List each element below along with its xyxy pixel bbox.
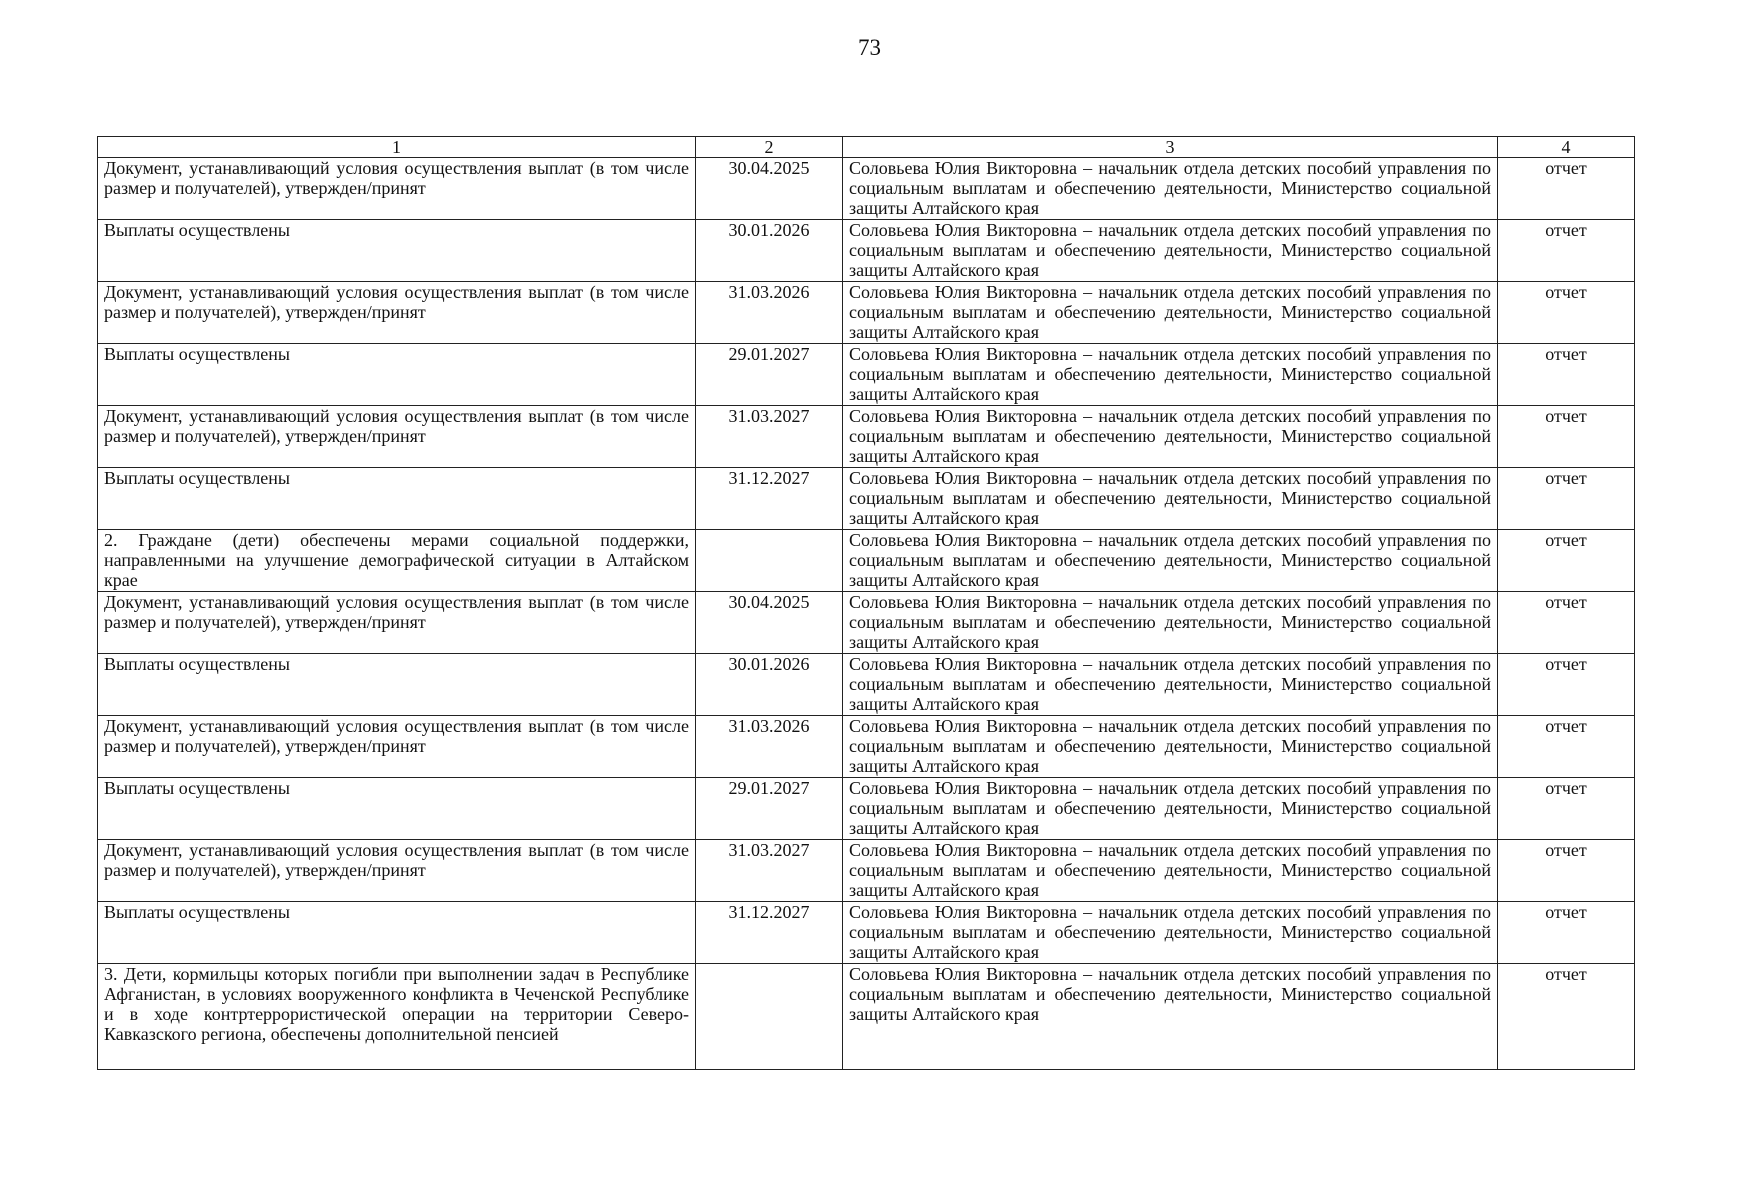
control-points-table <box>97 136 1635 1070</box>
table-row <box>98 406 1635 468</box>
table-row <box>98 468 1635 530</box>
table-row <box>98 840 1635 902</box>
table-row <box>98 158 1635 220</box>
deadline-cell <box>696 964 843 1070</box>
event-name-cell: Документ, устанавливающий условия осуществления выплат (в том числе размер и получателей), утвержден/принят <box>98 158 696 220</box>
table-row <box>98 902 1635 964</box>
deadline-cell: 31.03.2026 <box>696 716 843 778</box>
deadline-cell: 29.01.2027 <box>696 344 843 406</box>
document-type-cell: отчет <box>1498 468 1635 530</box>
table-row <box>98 282 1635 344</box>
document-type-cell: отчет <box>1498 778 1635 840</box>
document-type-cell: отчет <box>1498 654 1635 716</box>
responsible-cell: Соловьева Юлия Викторовна – начальник отдела детских пособий управления по социальным выплатам и обеспечению деятельности, Министерство социальной защиты Алтайского края <box>843 282 1498 344</box>
event-name-cell: 3. Дети, кормильцы которых погибли при выполнении задач в Республике Афганистан, в условиях вооруженного конфликта в Чеченской Республике и в ходе контртеррористической операции на территории Северо-Кавказского региона, обеспечены дополнительной пенсией <box>98 964 696 1070</box>
deadline-cell: 31.12.2027 <box>696 468 843 530</box>
responsible-cell: Соловьева Юлия Викторовна – начальник отдела детских пособий управления по социальным выплатам и обеспечению деятельности, Министерство социальной защиты Алтайского края <box>843 406 1498 468</box>
deadline-cell: 31.03.2026 <box>696 282 843 344</box>
event-name-cell: Выплаты осуществлены <box>98 902 696 964</box>
event-name-cell: Документ, устанавливающий условия осуществления выплат (в том числе размер и получателей), утвержден/принят <box>98 716 696 778</box>
column-header: 1 <box>98 137 696 158</box>
responsible-cell: Соловьева Юлия Викторовна – начальник отдела детских пособий управления по социальным выплатам и обеспечению деятельности, Министерство социальной защиты Алтайского края <box>843 468 1498 530</box>
responsible-cell: Соловьева Юлия Викторовна – начальник отдела детских пособий управления по социальным выплатам и обеспечению деятельности, Министерство социальной защиты Алтайского края <box>843 716 1498 778</box>
document-type-cell: отчет <box>1498 902 1635 964</box>
responsible-cell: Соловьева Юлия Викторовна – начальник отдела детских пособий управления по социальным выплатам и обеспечению деятельности, Министерство социальной защиты Алтайского края <box>843 592 1498 654</box>
responsible-cell: Соловьева Юлия Викторовна – начальник отдела детских пособий управления по социальным выплатам и обеспечению деятельности, Министерство социальной защиты Алтайского края <box>843 220 1498 282</box>
table-row <box>98 716 1635 778</box>
document-type-cell: отчет <box>1498 282 1635 344</box>
responsible-cell: Соловьева Юлия Викторовна – начальник отдела детских пособий управления по социальным выплатам и обеспечению деятельности, Министерство социальной защиты Алтайского края <box>843 654 1498 716</box>
event-name-cell: Выплаты осуществлены <box>98 220 696 282</box>
responsible-cell: Соловьева Юлия Викторовна – начальник отдела детских пособий управления по социальным выплатам и обеспечению деятельности, Министерство социальной защиты Алтайского края <box>843 964 1498 1070</box>
document-type-cell: отчет <box>1498 530 1635 592</box>
page-number: 73 <box>858 35 881 60</box>
deadline-cell <box>696 530 843 592</box>
responsible-cell: Соловьева Юлия Викторовна – начальник отдела детских пособий управления по социальным выплатам и обеспечению деятельности, Министерство социальной защиты Алтайского края <box>843 778 1498 840</box>
deadline-cell: 29.01.2027 <box>696 778 843 840</box>
event-name-cell: Документ, устанавливающий условия осуществления выплат (в том числе размер и получателей), утвержден/принят <box>98 592 696 654</box>
document-type-cell: отчет <box>1498 964 1635 1070</box>
table-row <box>98 530 1635 592</box>
deadline-cell: 30.04.2025 <box>696 592 843 654</box>
responsible-cell: Соловьева Юлия Викторовна – начальник отдела детских пособий управления по социальным выплатам и обеспечению деятельности, Министерство социальной защиты Алтайского края <box>843 344 1498 406</box>
event-name-cell: Выплаты осуществлены <box>98 344 696 406</box>
document-type-cell: отчет <box>1498 592 1635 654</box>
document-type-cell: отчет <box>1498 840 1635 902</box>
column-header: 4 <box>1498 137 1635 158</box>
column-header: 2 <box>696 137 843 158</box>
event-name-cell: Документ, устанавливающий условия осуществления выплат (в том числе размер и получателей), утвержден/принят <box>98 282 696 344</box>
responsible-cell: Соловьева Юлия Викторовна – начальник отдела детских пособий управления по социальным выплатам и обеспечению деятельности, Министерство социальной защиты Алтайского края <box>843 158 1498 220</box>
table-row <box>98 654 1635 716</box>
event-name-cell: Выплаты осуществлены <box>98 654 696 716</box>
responsible-cell: Соловьева Юлия Викторовна – начальник отдела детских пособий управления по социальным выплатам и обеспечению деятельности, Министерство социальной защиты Алтайского края <box>843 902 1498 964</box>
table-row <box>98 778 1635 840</box>
column-header: 3 <box>843 137 1498 158</box>
document-type-cell: отчет <box>1498 220 1635 282</box>
event-name-cell: Документ, устанавливающий условия осуществления выплат (в том числе размер и получателей), утвержден/принят <box>98 406 696 468</box>
table-body <box>98 158 1635 1070</box>
deadline-cell: 31.03.2027 <box>696 840 843 902</box>
responsible-cell: Соловьева Юлия Викторовна – начальник отдела детских пособий управления по социальным выплатам и обеспечению деятельности, Министерство социальной защиты Алтайского края <box>843 840 1498 902</box>
responsible-cell: Соловьева Юлия Викторовна – начальник отдела детских пособий управления по социальным выплатам и обеспечению деятельности, Министерство социальной защиты Алтайского края <box>843 530 1498 592</box>
table-row <box>98 220 1635 282</box>
deadline-cell: 31.03.2027 <box>696 406 843 468</box>
event-name-cell: Выплаты осуществлены <box>98 468 696 530</box>
column-number-row <box>98 137 1635 158</box>
deadline-cell: 30.01.2026 <box>696 220 843 282</box>
document-type-cell: отчет <box>1498 158 1635 220</box>
deadline-cell: 30.04.2025 <box>696 158 843 220</box>
table-row <box>98 344 1635 406</box>
deadline-cell: 30.01.2026 <box>696 654 843 716</box>
document-type-cell: отчет <box>1498 344 1635 406</box>
document-type-cell: отчет <box>1498 406 1635 468</box>
event-name-cell: Документ, устанавливающий условия осуществления выплат (в том числе размер и получателей), утвержден/принят <box>98 840 696 902</box>
deadline-cell: 31.12.2027 <box>696 902 843 964</box>
table-row <box>98 592 1635 654</box>
event-name-cell: Выплаты осуществлены <box>98 778 696 840</box>
event-name-cell: 2. Граждане (дети) обеспечены мерами социальной поддержки, направленными на улучшение демографической ситуации в Алтайском крае <box>98 530 696 592</box>
table-row <box>98 964 1635 1070</box>
document-type-cell: отчет <box>1498 716 1635 778</box>
